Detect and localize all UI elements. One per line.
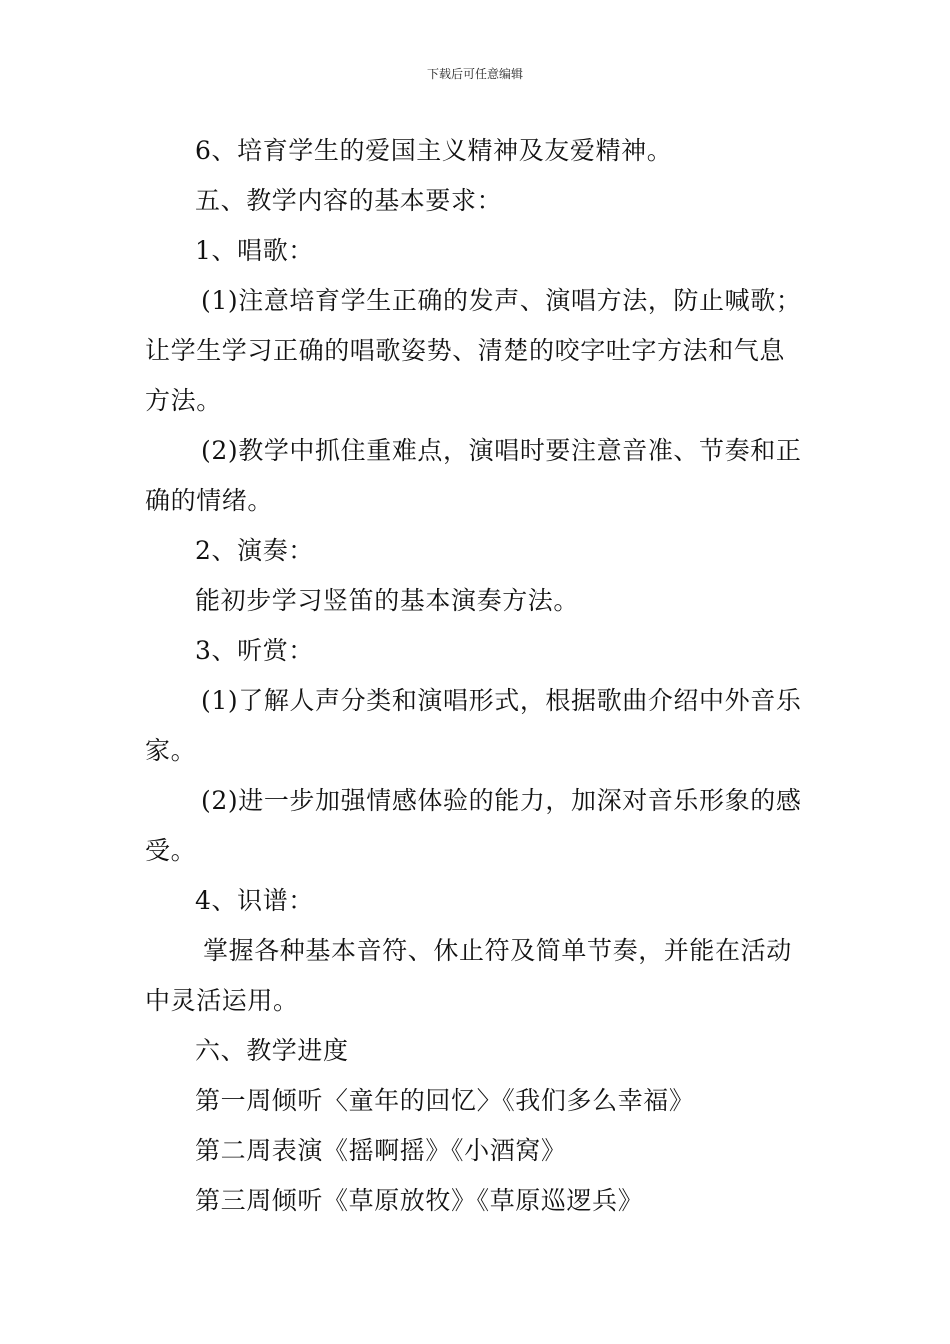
heading-singing: 1、唱歌： [195,236,314,265]
schedule-week-2: 第二周表演《摇啊摇》《小酒窝》 [195,1136,567,1165]
document-body [145,126,809,1226]
heading-listening: 3、听赏： [195,636,314,665]
paragraph-performance: 能初步学习竖笛的基本演奏方法。 [195,586,580,615]
paragraph-listening-2: (2)进一步加强情感体验的能力，加深对音乐形象的感受。 [145,786,802,865]
heading-section-5: 五、教学内容的基本要求： [195,186,503,215]
heading-performance: 2、演奏： [195,536,314,565]
paragraph-singing-1: (1)注意培育学生正确的发声、演唱方法，防止喊歌；让学生学习正确的唱歌姿势、清楚的咬字吐字方法和气息方法。 [145,286,802,415]
paragraph-listening-1: (1)了解人声分类和演唱形式，根据歌曲介绍中外音乐家。 [145,686,802,765]
paragraph-notation: 掌握各种基本音符、休止符及简单节奏，并能在活动中灵活运用。 [145,936,792,1015]
paragraph-singing-2: (2)教学中抓住重难点，演唱时要注意音准、节奏和正确的情绪。 [145,436,802,515]
schedule-week-1: 第一周倾听〈童年的回忆〉《我们多么幸福》 [195,1086,695,1115]
schedule-week-3: 第三周倾听《草原放牧》《草原巡逻兵》 [195,1186,644,1215]
heading-notation: 4、识谱： [195,886,314,915]
paragraph-goal-6: 6、培育学生的爱国主义精神及友爱精神。 [195,136,673,165]
page-header: 下载后可任意编辑 [426,67,523,81]
heading-section-6: 六、教学进度 [195,1036,349,1065]
